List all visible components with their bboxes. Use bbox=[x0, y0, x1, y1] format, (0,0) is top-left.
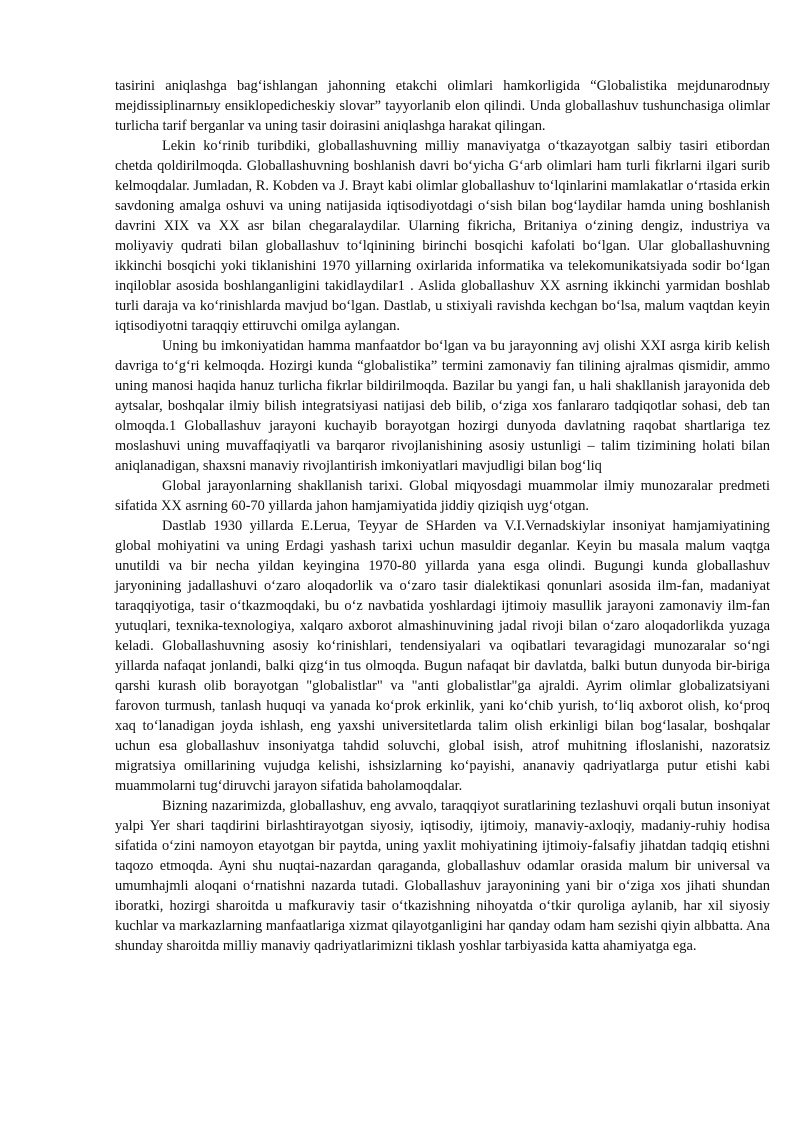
paragraph-1: tasirini aniqlashga bag‘ishlangan jahonning etakchi olimlari hamkorligida “Globalistika mejdunarodnыy mejdissiplinarnыy ensiklopedicheskiy slovar” tayyorlanib elon qilindi. Unda globallashuv tushunchasiga olimlar turlicha tarif berganlar va uning tasir doirasini aniqlashga harakat qilingan. bbox=[115, 78, 770, 134]
paragraph-3: Uning bu imkoniyatidan hamma manfaatdor bo‘lgan va bu jarayonning avj olishi XXI asrga kirib kelish davriga to‘g‘ri kelmoqda. Hozirgi kunda “globalistika” termini zamonaviy fan tilining ajralmas qismidir, ammo uning manosi haqida hanuz turlicha fikrlar bildirilmoqda. Bazilar bu yangi fan, u hali shakllanish jarayonida deb aytsalar, boshqalar ilmiy bilish integratsiyasi natijasi deb bilib, o‘ziga xos fanlararo tadqiqotlar sohasi, deb tan olmoqda.1 Globallashuv jarayoni kuchayib borayotgan hozirgi dunyoda davlatning raqobat shartlariga tez moslashuvi uning muvaffaqiyatli va barqaror rivojlanishining asosiy ustunligi – talim tizimining holati bilan aniqlanadigan, shaxsni manaviy rivojlantirish imkoniyatlari mavjudligi bilan bog‘liq bbox=[115, 338, 770, 474]
paragraph-2: Lekin ko‘rinib turibdiki, globallashuvning milliy manaviyatga o‘tkazayotgan salbiy tasiri etibordan chetda qoldirilmoqda. Globallashuvning boshlanish davri bo‘yicha G‘arb olimlari ham turli fikrlarni ilgari surib kelmoqdalar. Jumladan, R. Kobden va J. Brayt kabi olimlar globallashuv to‘lqinlarini mamlakatlar o‘rtasida erkin savdoning amalga oshuvi va uning natijasida iqtisodiyotdagi o‘sish bilan bog‘laydilar hamda uning boshlanish davrini XIX va XX asr bilan chegaralaydilar. Ularning fikricha, Britaniya o‘zining dengiz, industriya va moliyaviy qudrati bilan globallashuv to‘lqinining birinchi bosqichi kafolati bo‘lgan. Ular globallashuvning ikkinchi bosqichi yoki tiklanishini 1970 yillarning oxirlarida informatika va telekomunikatsiyada sodir bo‘lgan inqiloblar asosida boshlanganligini takidlaydilar1 . Aslida globallashuv XX asrning ikkinchi yarmidan boshlab turli daraja va ko‘rinishlarda mavjud bo‘lgan. Dastlab, u stixiyali ravishda kechgan bo‘lsa, malum vaqtdan keyin iqtisodiyotni taraqqiy ettiruvchi omilga aylangan. bbox=[115, 138, 770, 334]
document-page bbox=[115, 76, 770, 956]
paragraph-5: Dastlab 1930 yillarda E.Lerua, Teyyar de SHarden va V.I.Vernadskiylar insoniyat hamjamiyatining global mohiyatini va uning Erdagi yashash tarixi uchun masuldir deganlar. Keyin bu masala malum vaqtga unutildi va bir necha yildan keyingina 1970-80 yillarda yana esga olindi. Bugungi kunda globallashuv jaryonining jadallashuvi o‘zaro aloqadorlik va o‘zaro tasir dialektikasi qonunlari asosida ilm-fan, madaniyat taraqqiyotiga, tasir o‘tkazmoqdaki, bu o‘z navbatida yoshlardagi ijtimoiy masullik jarayoni zamonaviy ilm-fan yutuqlari, texnika-texnologiya, xalqaro axborot almashinuvining jadal rivoji bilan o‘zaro aloqadorlikda yuzaga keladi. Globallashuvning asosiy ko‘rinishlari, tendensiyalari va oqibatlari tevaragidagi munozaralar so‘ngi yillarda nafaqat jonlandi, balki qizg‘in tus olmoqda. Bugun nafaqat bir davlatda, balki butun dunyoda bir-biriga qarshi kurash olib borayotgan "globalistlar" va "anti globalistlar"ga ajraldi. Ayrim olimlar globalizatsiyani farovon turmush, tanlash huquqi va yanada ko‘prok erkinlik, yani ko‘chib yurish, to‘liq axborot olish, ko‘proq xaq to‘lanadigan joyda ishlash, eng yaxshi universitetlarda talim olish erkinligi bilan bog‘lasalar, boshqalar uchun esa globallashuv insoniyatga tahdid soluvchi, global isish, atrof muhitning ifloslanishi, nazoratsiz migratsiya omillarining vujudga kelishi, ishsizlarning ko‘payishi, ananaviy qadriyatlarga putur etishi kabi muammolarni tug‘diruvchi jarayon sifatida baholamoqdalar. bbox=[115, 518, 770, 794]
paragraph-4: Global jarayonlarning shakllanish tarixi. Global miqyosdagi muammolar ilmiy munozaralar predmeti sifatida XX asrning 60-70 yillarda jahon hamjamiyatida jiddiy qiziqish uyg‘otgan. bbox=[115, 478, 770, 514]
paragraph-6: Bizning nazarimizda, globallashuv, eng avvalo, taraqqiyot suratlarining tezlashuvi orqali butun insoniyat yalpi Yer shari taqdirini birlashtirayotgan siyosiy, iqtisodiy, ijtimoiy, manaviy-axloqiy, madaniy-ruhiy hodisa sifatida o‘zini namoyon etayotgan bir paytda, uning yaxlit mohiyatining ijtimoiy-falsafiy jihatdan tadqiq etishni taqozo etmoqda. Ayni shu nuqtai-nazardan qaraganda, globallashuv odamlar orasida malum bir universal va umumhajmli aloqani o‘rnatishni nazarda tutadi. Globallashuv jarayonining yani bir o‘ziga xos jihati shundan iboratki, hozirgi sharoitda u mafkuraviy tasir o‘tkazishning nihoyatda o‘tkir quroliga aylanib, har xil siyosiy kuchlar va markazlarning manfaatlariga xizmat qilayotganligini har qanday odam ham sezishi qiyin albbatta. Ana shunday sharoitda milliy manaviy qadriyatlarimizni tiklash yoshlar tarbiyasida katta ahamiyatga ega. bbox=[115, 798, 770, 954]
